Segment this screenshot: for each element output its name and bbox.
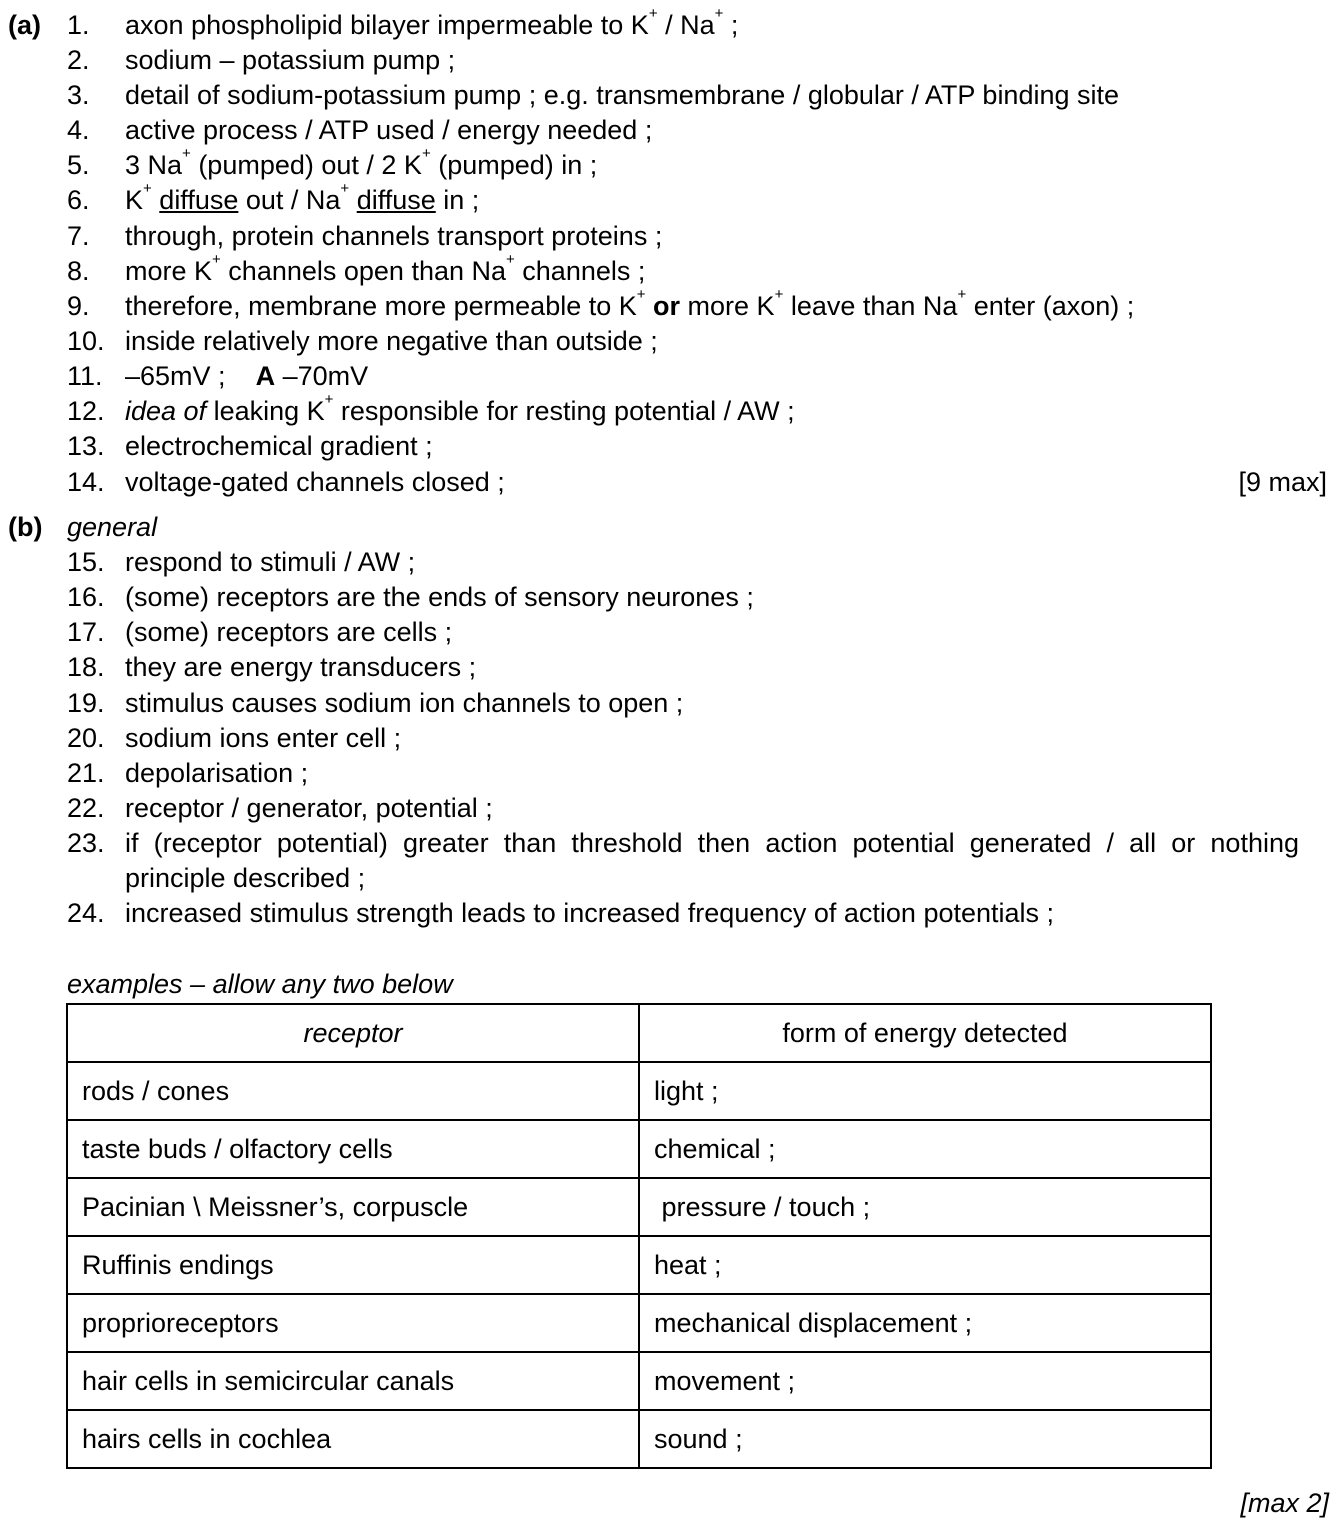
energy-cell: mechanical displacement ;	[639, 1294, 1211, 1352]
mark-point: receptor / generator, potential ;	[125, 793, 493, 823]
table-row	[67, 1410, 1211, 1468]
examples-heading: examples – allow any two below	[67, 969, 453, 999]
item-number: 20.	[67, 723, 105, 753]
item-number: 18.	[67, 652, 105, 682]
mark-point: they are energy transducers ;	[125, 652, 477, 682]
mark-point: detail of sodium-potassium pump ; e.g. transmembrane / globular / ATP binding site	[125, 80, 1120, 110]
receptor-cell: taste buds / olfactory cells	[67, 1120, 639, 1178]
item-number: 17.	[67, 617, 105, 647]
column-header-receptor: receptor	[67, 1004, 639, 1062]
energy-cell: movement ;	[639, 1352, 1211, 1410]
mark-point: stimulus causes sodium ion channels to open ;	[125, 688, 684, 718]
mark-point: active process / ATP used / energy needed ;	[125, 115, 653, 145]
mark-point: increased stimulus strength leads to increased frequency of action potentials ;	[125, 898, 1055, 928]
energy-cell: heat ;	[639, 1236, 1211, 1294]
max-marks-b: [max 2]	[1240, 1488, 1329, 1518]
receptor-cell: hairs cells in cochlea	[67, 1410, 639, 1468]
receptor-cell: rods / cones	[67, 1062, 639, 1120]
receptor-cell: proprioreceptors	[67, 1294, 639, 1352]
item-number: 12.	[67, 396, 105, 426]
table-row	[67, 1294, 1211, 1352]
item-number: 22.	[67, 793, 105, 823]
energy-cell: pressure / touch ;	[639, 1178, 1211, 1236]
mark-point: sodium ions enter cell ;	[125, 723, 402, 753]
mark-point: (some) receptors are the ends of sensory neurones ;	[125, 582, 754, 612]
item-number: 3.	[67, 80, 90, 110]
item-number: 14.	[67, 467, 105, 497]
item-number: 15.	[67, 547, 105, 577]
mark-point: 3 Na+ (pumped) out / 2 K+ (pumped) in ;	[125, 145, 598, 180]
table-row	[67, 1062, 1211, 1120]
table-header-row	[67, 1004, 1211, 1062]
item-number: 16.	[67, 582, 105, 612]
item-number: 1.	[67, 10, 90, 40]
receptor-cell: Ruffinis endings	[67, 1236, 639, 1294]
item-number: 24.	[67, 898, 105, 928]
item-number: 7.	[67, 221, 90, 251]
item-number: 6.	[67, 185, 90, 215]
item-number: 2.	[67, 45, 90, 75]
column-header-energy: form of energy detected	[639, 1004, 1211, 1062]
mark-point: electrochemical gradient ;	[125, 431, 433, 461]
mark-point: through, protein channels transport proteins ;	[125, 221, 663, 251]
mark-point: voltage-gated channels closed ;	[125, 467, 505, 497]
mark-point: sodium – potassium pump ;	[125, 45, 456, 75]
item-number: 9.	[67, 291, 90, 321]
mark-point: axon phospholipid bilayer impermeable to K+ / Na+ ;	[125, 5, 739, 40]
table-row	[67, 1352, 1211, 1410]
max-marks-a: [9 max]	[1238, 467, 1327, 497]
receptor-cell: Pacinian \ Meissner’s, corpuscle	[67, 1178, 639, 1236]
energy-cell: light ;	[639, 1062, 1211, 1120]
table-row	[67, 1120, 1211, 1178]
mark-point: idea of leaking K+ responsible for resting potential / AW ;	[125, 391, 795, 426]
mark-point: therefore, membrane more permeable to K+ or more K+ leave than Na+ enter (axon) ;	[125, 286, 1135, 321]
receptor-cell: hair cells in semicircular canals	[67, 1352, 639, 1410]
item-number: 5.	[67, 150, 90, 180]
part-a-label: (a)	[8, 10, 41, 40]
energy-cell: sound ;	[639, 1410, 1211, 1468]
item-number: 8.	[67, 256, 90, 286]
item-number: 23.	[67, 828, 105, 858]
item-number: 10.	[67, 326, 105, 356]
item-number: 19.	[67, 688, 105, 718]
item-number: 21.	[67, 758, 105, 788]
general-heading: general	[67, 512, 158, 542]
mark-point: –65mV ; A –70mV	[125, 361, 369, 391]
mark-point: respond to stimuli / AW ;	[125, 547, 416, 577]
mark-point: if (receptor potential) greater than threshold then action potential generated / all or nothing principle described ;	[125, 828, 1299, 893]
energy-cell: chemical ;	[639, 1120, 1211, 1178]
item-number: 11.	[67, 361, 103, 391]
receptor-table	[66, 1003, 1212, 1469]
item-number: 4.	[67, 115, 90, 145]
mark-point: inside relatively more negative than outside ;	[125, 326, 658, 356]
mark-point: K+ diffuse out / Na+ diffuse in ;	[125, 180, 480, 215]
mark-point: (some) receptors are cells ;	[125, 617, 453, 647]
table-row	[67, 1178, 1211, 1236]
table-row	[67, 1236, 1211, 1294]
part-b-label: (b)	[8, 512, 43, 542]
item-number: 13.	[67, 431, 105, 461]
mark-point: depolarisation ;	[125, 758, 309, 788]
mark-point: more K+ channels open than Na+ channels ;	[125, 251, 646, 286]
